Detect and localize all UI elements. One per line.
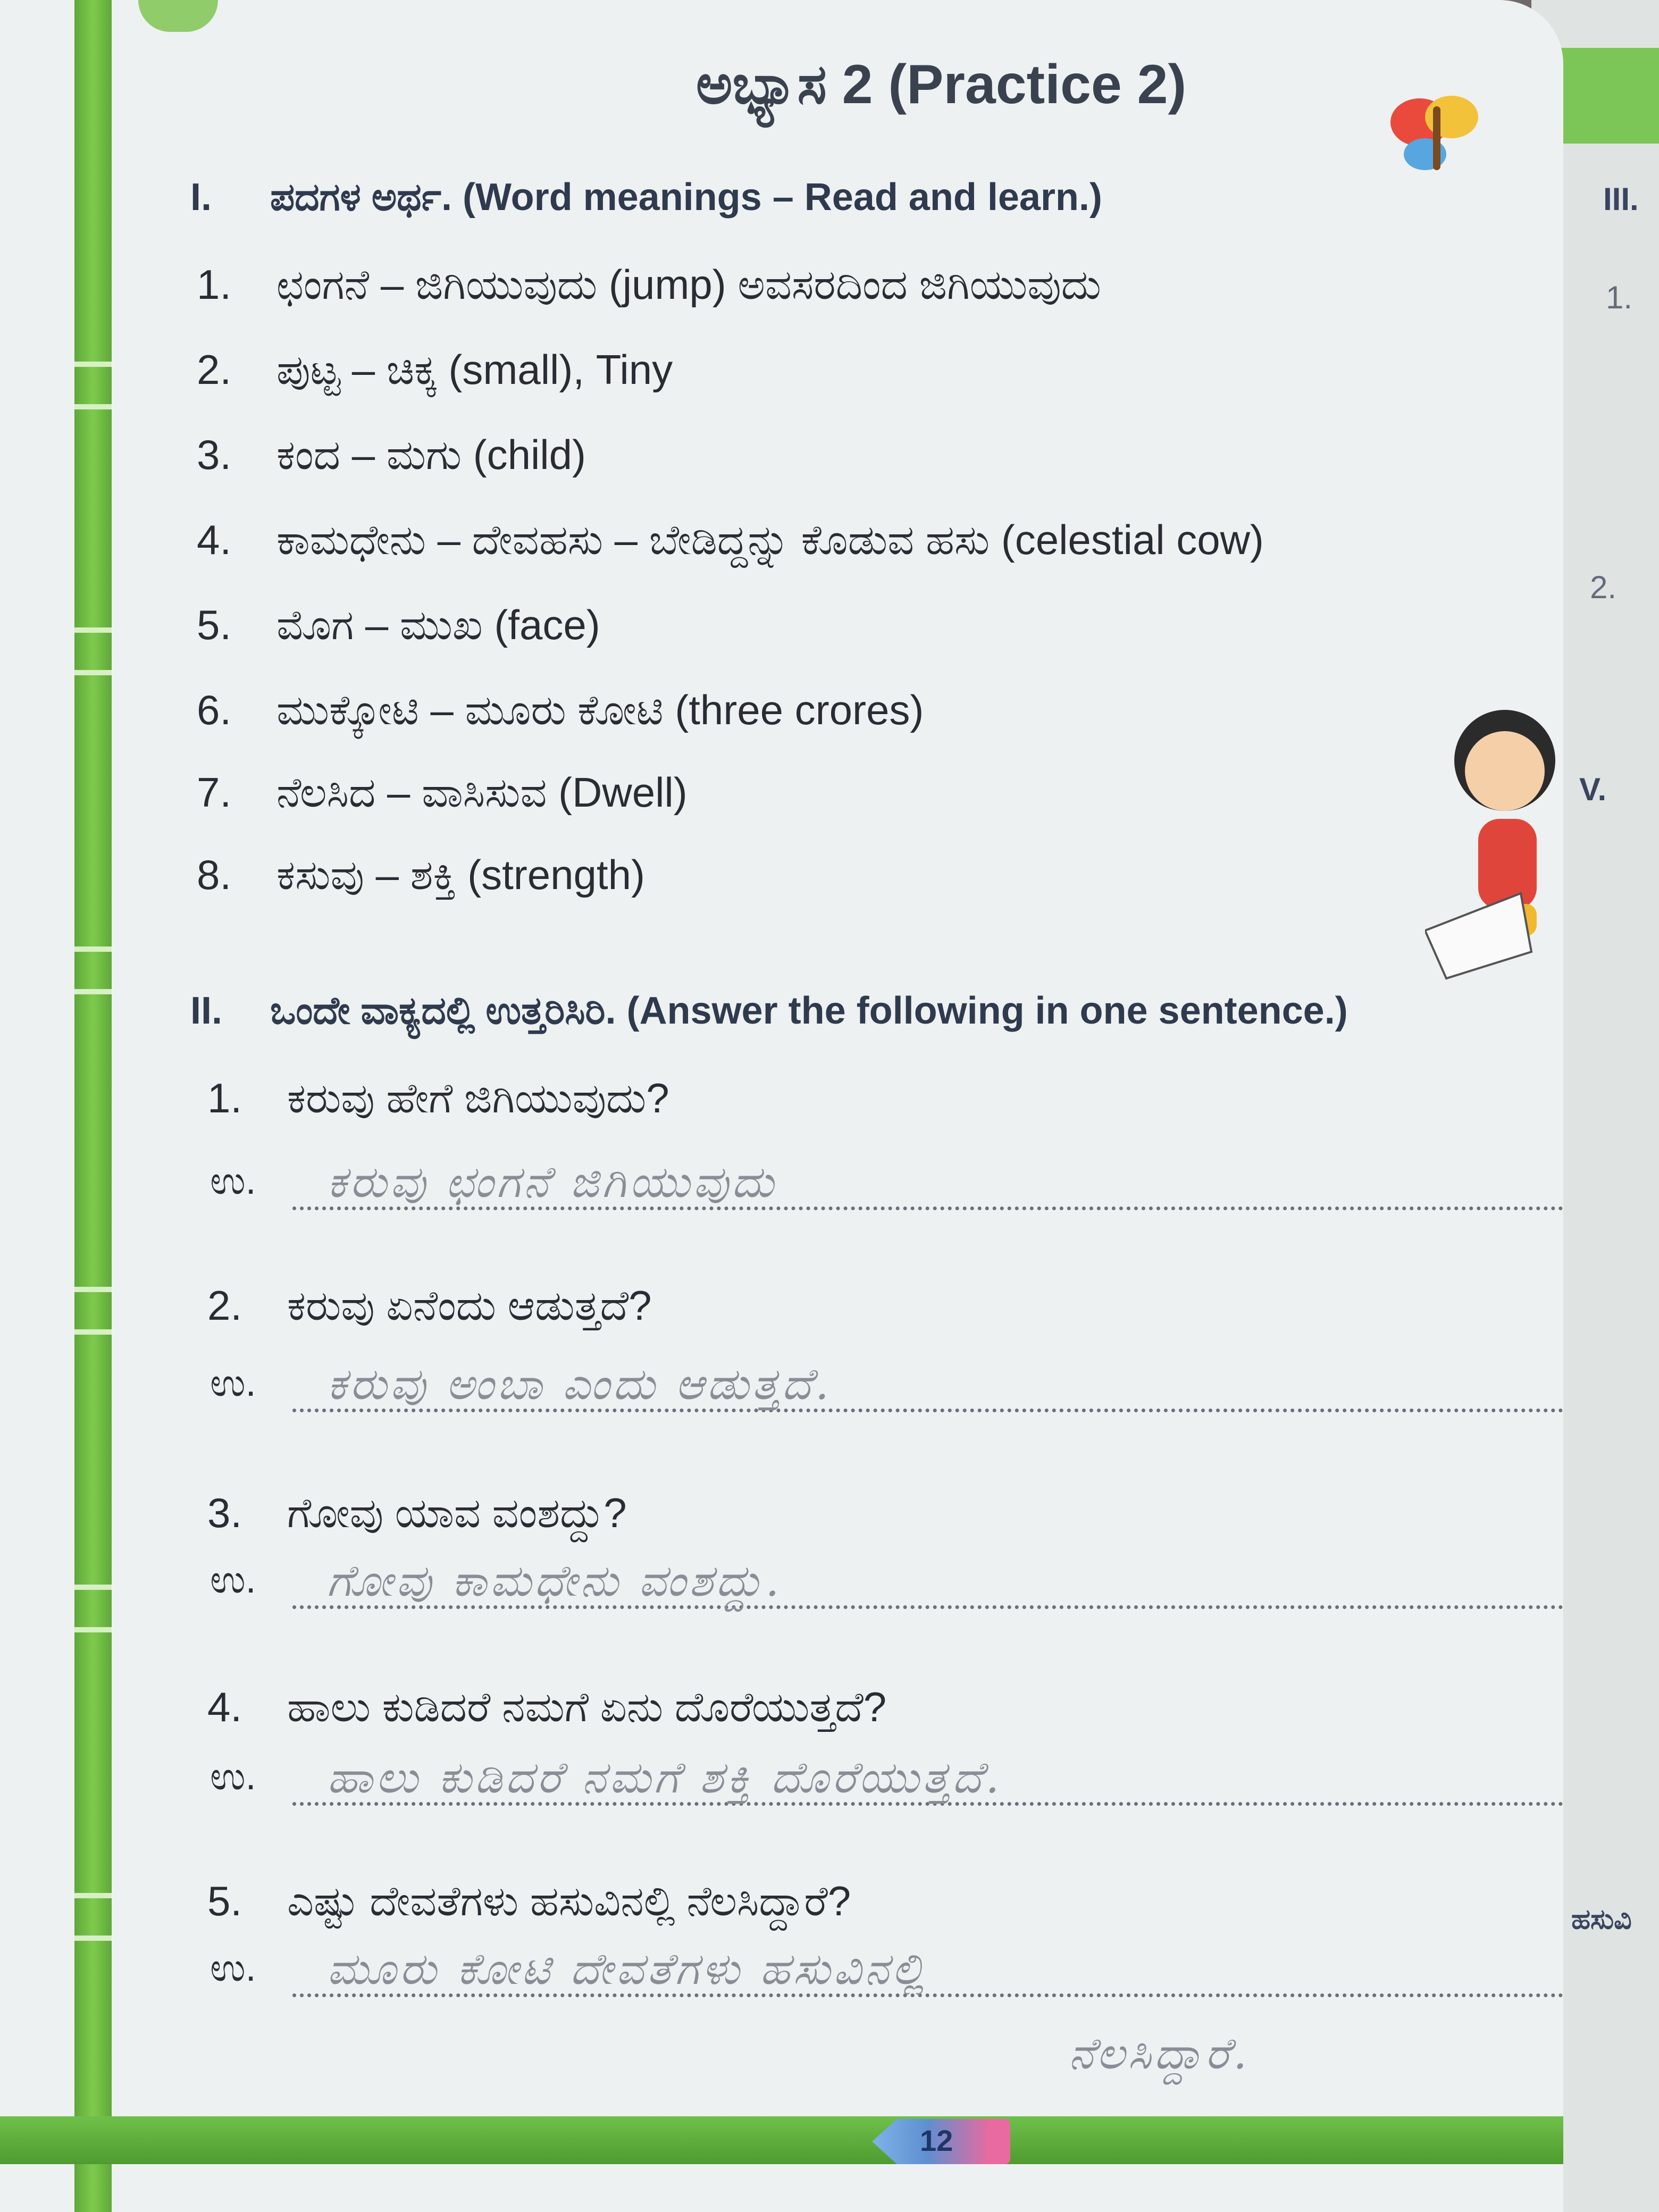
item-text: ಪುಟ್ಟ – ಚಿಕ್ಕ (small), Tiny xyxy=(276,346,673,393)
handwritten-answer: ಕರುವು ಛಂಗನೆ ಜಿಗಿಯುವುದು xyxy=(327,1157,777,1208)
answer-line[interactable] xyxy=(210,1946,1563,2005)
reading-girl-illustration xyxy=(1425,702,1563,1000)
word-meaning-item xyxy=(197,686,924,735)
answer-label: ಉ. xyxy=(210,1559,256,1601)
word-meaning-item xyxy=(197,346,673,395)
handwritten-answer: ಹಾಲು ಕುಡಿದರೆ ನಮಗೆ ಶಕ್ತಿ ದೊರೆಯುತ್ತದೆ. xyxy=(327,1753,1003,1803)
question-text: ಕರುವು ಹೇಗೆ ಜಿಗಿಯುವುದು? xyxy=(287,1075,669,1121)
question xyxy=(207,1683,886,1732)
question-text: ಹಾಲು ಕುಡಿದರೆ ನಮಗೆ ಏನು ದೊರೆಯುತ್ತದೆ? xyxy=(287,1683,887,1730)
question xyxy=(207,1281,651,1330)
question-number: 5. xyxy=(207,1878,242,1924)
leaf-decoration xyxy=(138,0,218,32)
answer-label: ಉ. xyxy=(210,1755,256,1798)
section-title: ಒಂದೇ ವಾಕ್ಯದಲ್ಲಿ ಉತ್ತರಿಸಿರಿ. (Answer the following in one sentence.) xyxy=(270,990,1348,1032)
question xyxy=(207,1074,669,1123)
word-meaning-item xyxy=(197,851,645,900)
item-text: ಮುಕ್ಕೋಟಿ – ಮೂರು ಕೋಟಿ (three crores) xyxy=(276,686,924,733)
butterfly-icon xyxy=(1382,85,1489,186)
item-number: 2. xyxy=(197,346,232,393)
item-number: 7. xyxy=(197,769,232,816)
answer-line[interactable] xyxy=(210,1755,1563,1813)
item-text: ಮೊಗ – ಮುಖ (face) xyxy=(276,601,600,648)
word-meaning-item xyxy=(197,431,586,480)
item-number: 8. xyxy=(197,851,232,898)
word-meaning-item xyxy=(197,768,688,817)
item-text: ಛಂಗನೆ – ಜಿಗಿಯುವುದು (jump) ಅವಸರದಿಂದ ಜಿಗಿಯುವುದು xyxy=(276,261,1101,308)
item-number: 6. xyxy=(197,686,232,733)
item-number: 5. xyxy=(197,601,232,648)
handwritten-answer: ಗೋವು ಕಾಮಧೇನು ವಂಶದ್ದು. xyxy=(327,1556,783,1606)
answer-label: ಉ. xyxy=(210,1362,256,1404)
question-text: ಎಷ್ಟು ದೇವತೆಗಳು ಹಸುವಿನಲ್ಲಿ ನೆಲಸಿದ್ದಾರೆ? xyxy=(287,1878,851,1924)
item-text: ಕಾಮಧೇನು – ದೇವಹಸು – ಬೇಡಿದ್ದನ್ನು ಕೊಡುವ ಹಸು (celestial cow) xyxy=(276,516,1264,563)
word-meaning-item xyxy=(197,261,1101,309)
item-number: 4. xyxy=(197,516,232,563)
handwritten-answer-continued: ನೆಲಸಿದ್ದಾರೆ. xyxy=(1069,2029,1251,2079)
question-text: ಕರುವು ಏನೆಂದು ಆಡುತ್ತದೆ? xyxy=(287,1282,652,1329)
question xyxy=(207,1489,627,1538)
page-number: 12 xyxy=(920,2124,953,2157)
item-text: ನೆಲಸಿದ – ವಾಸಿಸುವ (Dwell) xyxy=(276,769,688,816)
item-number: 3. xyxy=(197,431,232,478)
answer-line[interactable] xyxy=(210,1558,1563,1616)
answer-line[interactable] xyxy=(210,1361,1563,1420)
page-number-badge xyxy=(872,2119,1010,2164)
word-meaning-item xyxy=(197,601,600,650)
bamboo-border-left xyxy=(74,0,112,2212)
page-title: ಅಭ್ಯಾಸ 2 (Practice 2) xyxy=(696,54,1187,115)
edge-section-iv: V. xyxy=(1579,772,1607,807)
question-number: 3. xyxy=(207,1489,242,1536)
edge-item-2: 2. xyxy=(1590,569,1617,605)
answer-label: ಉ. xyxy=(210,1160,256,1202)
bamboo-border-bottom xyxy=(0,2116,1563,2164)
item-text: ಕಂದ – ಮಗು (child) xyxy=(276,431,586,478)
section-heading-1 xyxy=(190,175,1102,220)
section-heading-2 xyxy=(190,989,1348,1034)
edge-word: ಹಸುವಿ xyxy=(1571,1904,1632,1935)
section-title: ಪದಗಳ ಅರ್ಥ. (Word meanings – Read and learn.) xyxy=(270,176,1102,219)
section-number: II. xyxy=(190,990,223,1032)
question-number: 4. xyxy=(207,1683,242,1730)
question xyxy=(207,1877,851,1926)
answer-label: ಉ. xyxy=(210,1947,256,1989)
word-meaning-item xyxy=(197,516,1264,565)
edge-item-1: 1. xyxy=(1606,280,1633,315)
question-number: 1. xyxy=(207,1075,242,1121)
question-number: 2. xyxy=(207,1282,242,1329)
item-number: 1. xyxy=(197,261,232,308)
edge-section-iii: III. xyxy=(1603,181,1639,217)
section-number: I. xyxy=(190,176,212,219)
item-text: ಕಸುವು – ಶಕ್ತಿ (strength) xyxy=(276,851,645,898)
question-text: ಗೋವು ಯಾವ ವಂಶದ್ದು? xyxy=(287,1489,627,1536)
answer-line[interactable] xyxy=(210,1159,1563,1218)
handwritten-answer: ಕರುವು ಅಂಬಾ ಎಂದು ಆಡುತ್ತದೆ. xyxy=(327,1359,832,1410)
handwritten-answer: ಮೂರು ಕೋಟಿ ದೇವತೆಗಳು ಹಸುವಿನಲ್ಲಿ xyxy=(327,1944,928,1995)
